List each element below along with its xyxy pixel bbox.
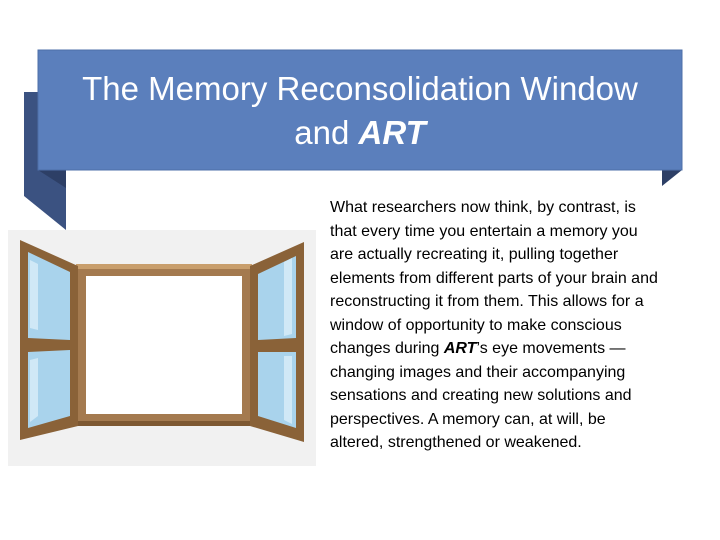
body-text-part-2: ’s eye movements — changing images and their accompanying sensations and creating new solutions and perspectives. A memory can, at will, be altered, strengthened or weakened. bbox=[330, 340, 632, 451]
right-glare-top bbox=[284, 258, 292, 336]
open-window-icon bbox=[8, 230, 316, 466]
title-line-2-prefix: and bbox=[294, 114, 359, 151]
window-opening bbox=[86, 276, 242, 414]
left-glare-bottom bbox=[30, 358, 38, 422]
body-text-part-1: What researchers now think, by contrast, is that every time you entertain a memory you are actually recreating it, pulling together elements from different parts of your brain and reconstructing it from them. This allows for a window of opportunity to make conscious changes during bbox=[330, 199, 658, 357]
body-art-emphasis: ART bbox=[443, 340, 477, 357]
title-art-emphasis: ART bbox=[358, 114, 426, 151]
body-paragraph bbox=[330, 196, 660, 455]
slide-title bbox=[38, 52, 682, 170]
title-line-1: The Memory Reconsolidation Window bbox=[82, 70, 638, 107]
frame-highlight-top bbox=[76, 264, 252, 269]
right-glare-bottom bbox=[284, 356, 292, 424]
frame-shadow-bottom bbox=[76, 421, 252, 426]
ribbon-fold-right bbox=[662, 170, 682, 186]
open-window-image bbox=[8, 230, 316, 466]
title-line-2 bbox=[294, 111, 425, 155]
left-glare-top bbox=[30, 260, 38, 330]
